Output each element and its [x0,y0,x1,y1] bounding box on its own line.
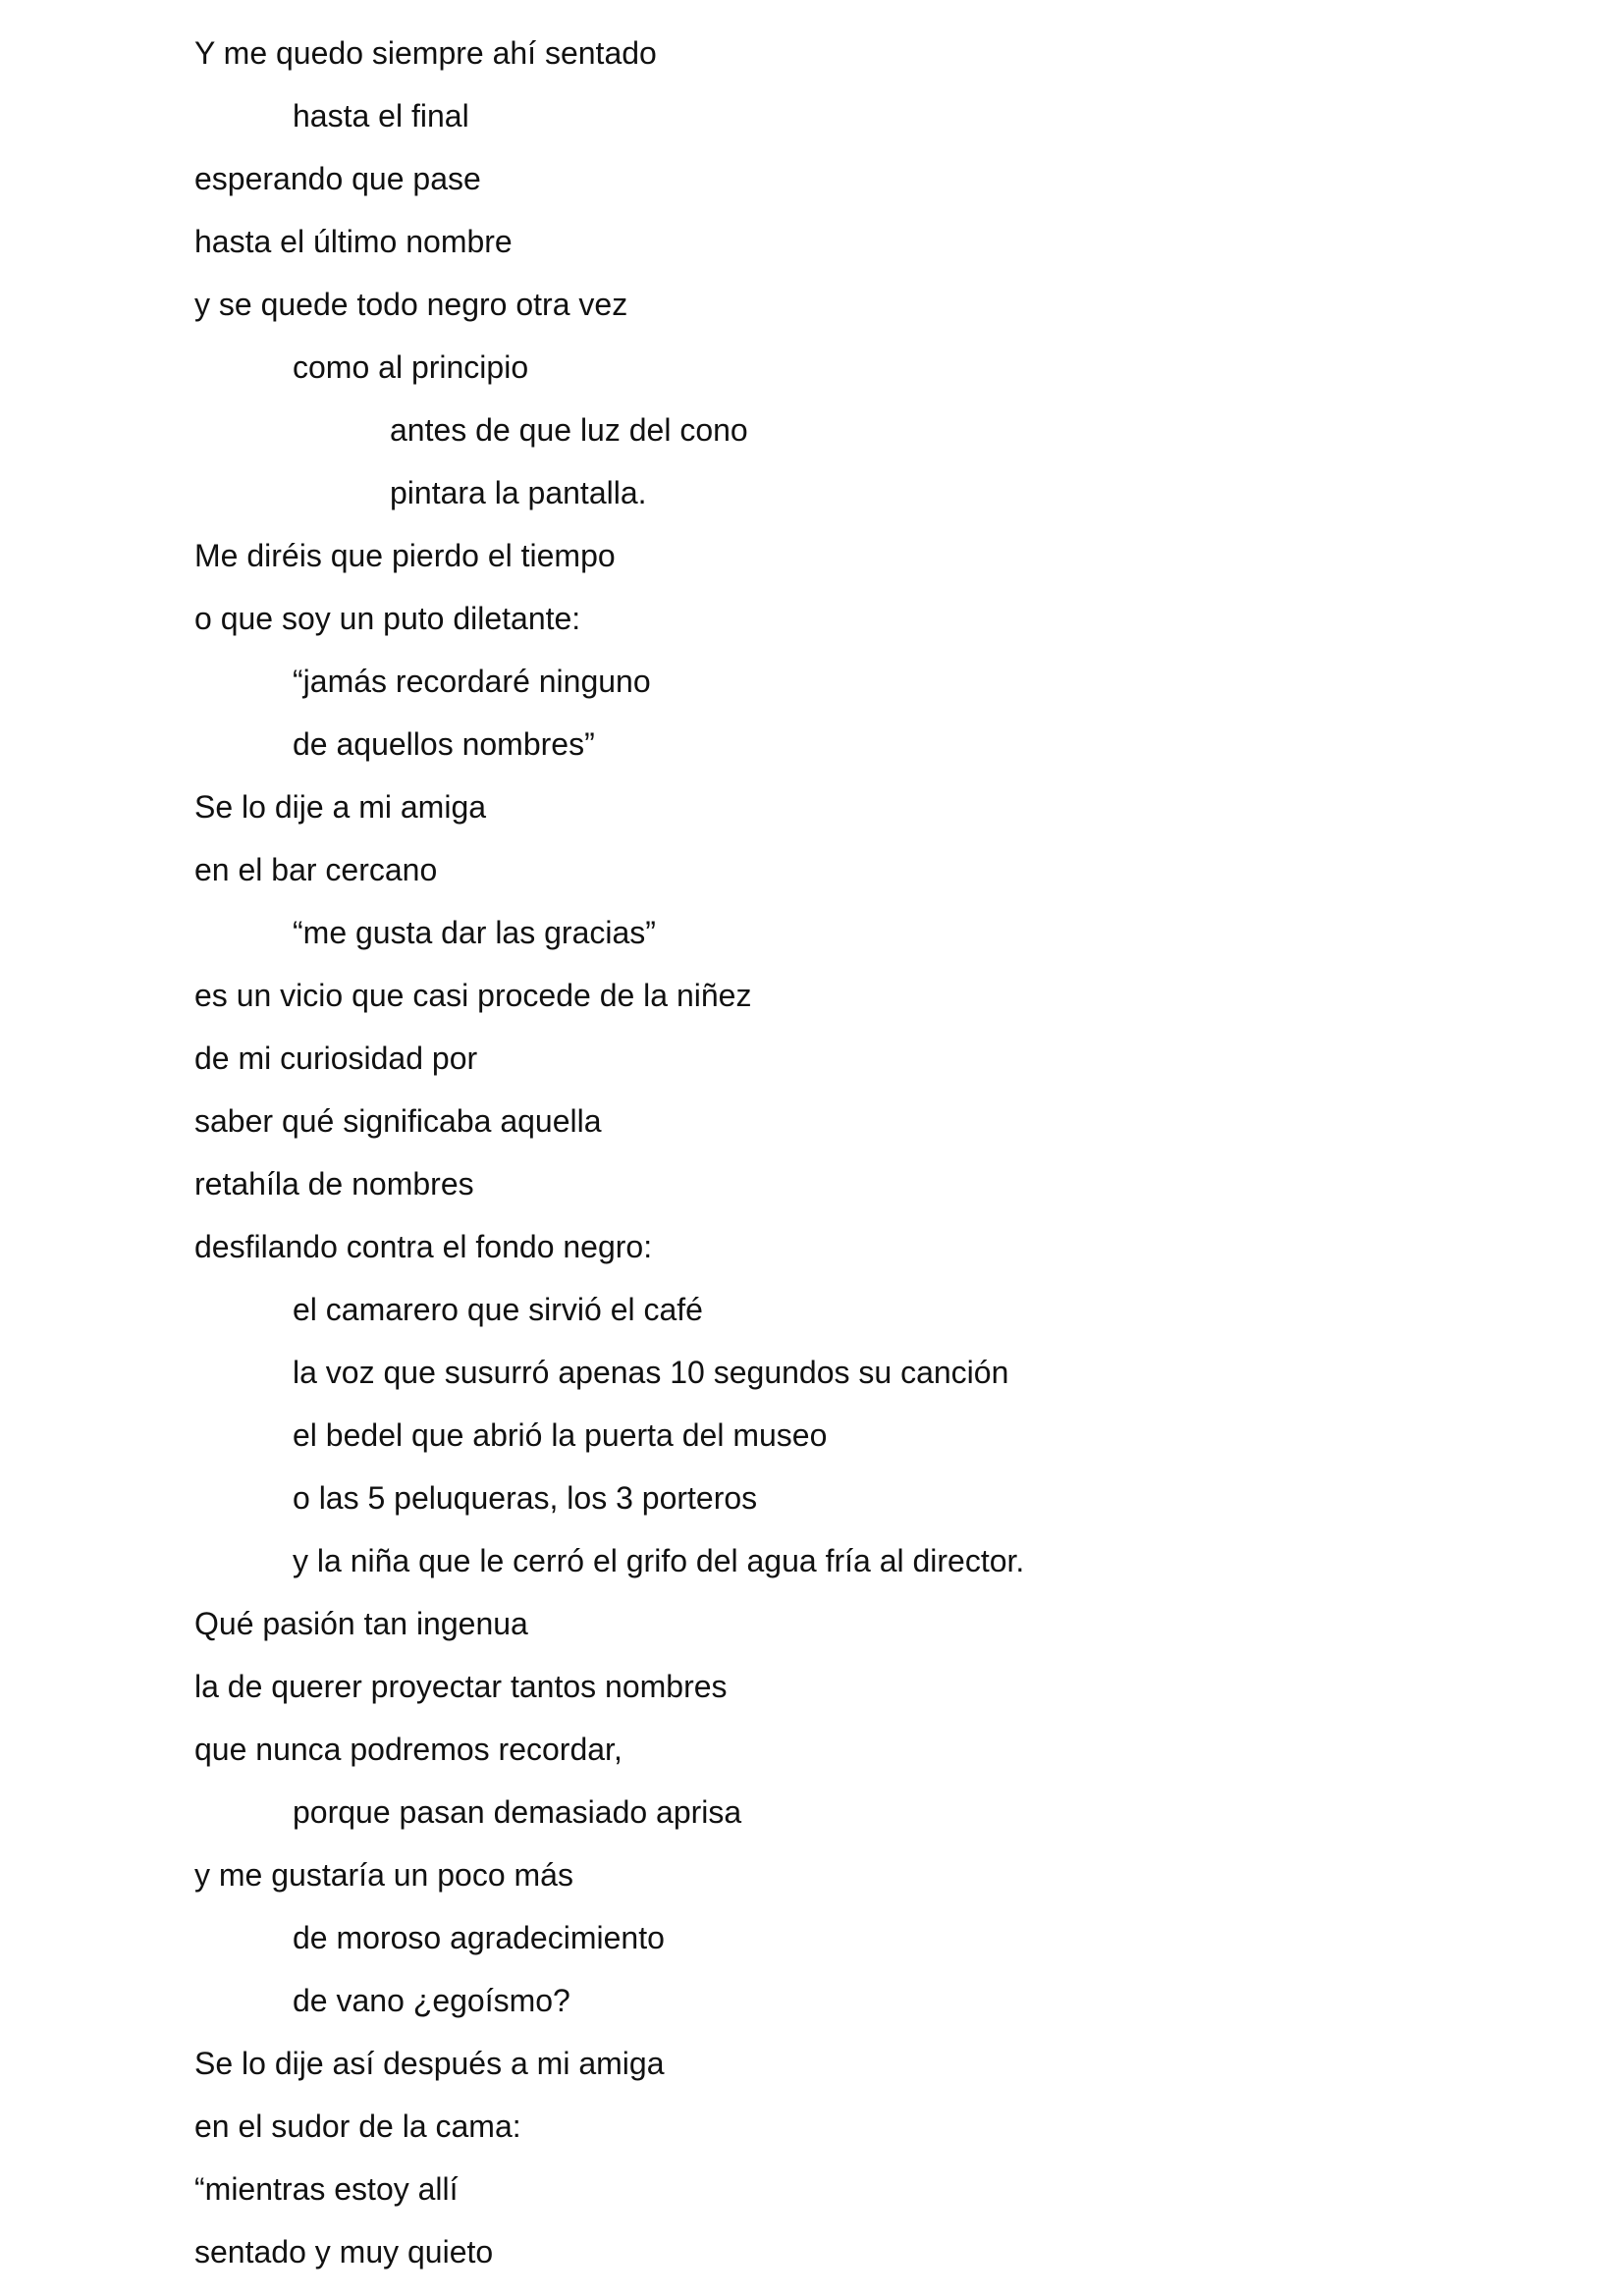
poem-line: de moroso agradecimiento [293,1920,665,1955]
poem-line: hasta el final [293,98,469,133]
poem-line: retahíla de nombres [194,1166,474,1201]
poem-line: como al principio [293,349,529,385]
poem-line: que nunca podremos recordar, [194,1732,623,1767]
poem-line: de mi curiosidad por [194,1041,478,1076]
poem-line: saber qué significaba aquella [194,1103,602,1139]
poem-line: pintara la pantalla. [390,475,647,510]
poem-line: o las 5 peluqueras, los 3 porteros [293,1480,758,1516]
poem-line: porque pasan demasiado aprisa [293,1794,742,1830]
poem-line: Se lo dije a mi amiga [194,789,487,825]
poem-line: “me gusta dar las gracias” [293,915,656,950]
poem-line: o que soy un puto diletante: [194,601,581,636]
poem-line: es un vicio que casi procede de la niñez [194,978,752,1013]
poem-line: Se lo dije así después a mi amiga [194,2046,665,2081]
poem-body [194,22,1471,2283]
poem-line: y se quede todo negro otra vez [194,287,628,322]
poem-line: esperando que pase [194,161,481,196]
poem-line: antes de que luz del cono [390,412,748,448]
poem-line: sentado y muy quieto [194,2234,494,2269]
poem-line: “mientras estoy allí [194,2171,459,2207]
poem-line: hasta el último nombre [194,224,513,259]
poem-line: en el bar cercano [194,852,438,887]
poem-line: el camarero que sirvió el café [293,1292,703,1327]
poem-line: de aquellos nombres” [293,726,595,762]
poem-line: en el sudor de la cama: [194,2109,521,2144]
poem-line: y la niña que le cerró el grifo del agua fría al director. [293,1543,1025,1578]
poem-line: desfilando contra el fondo negro: [194,1229,653,1264]
poem-line: el bedel que abrió la puerta del museo [293,1417,828,1453]
poem-line: la de querer proyectar tantos nombres [194,1669,728,1704]
poem-line: la voz que susurró apenas 10 segundos su canción [293,1355,1009,1390]
poem-line: y me gustaría un poco más [194,1857,573,1893]
poem-line: Y me quedo siempre ahí sentado [194,35,657,71]
poem-line: “jamás recordaré ninguno [293,664,651,699]
poem-line: de vano ¿egoísmo? [293,1983,570,2018]
poem-line: Me diréis que pierdo el tiempo [194,538,616,573]
poem-line: Qué pasión tan ingenua [194,1606,528,1641]
